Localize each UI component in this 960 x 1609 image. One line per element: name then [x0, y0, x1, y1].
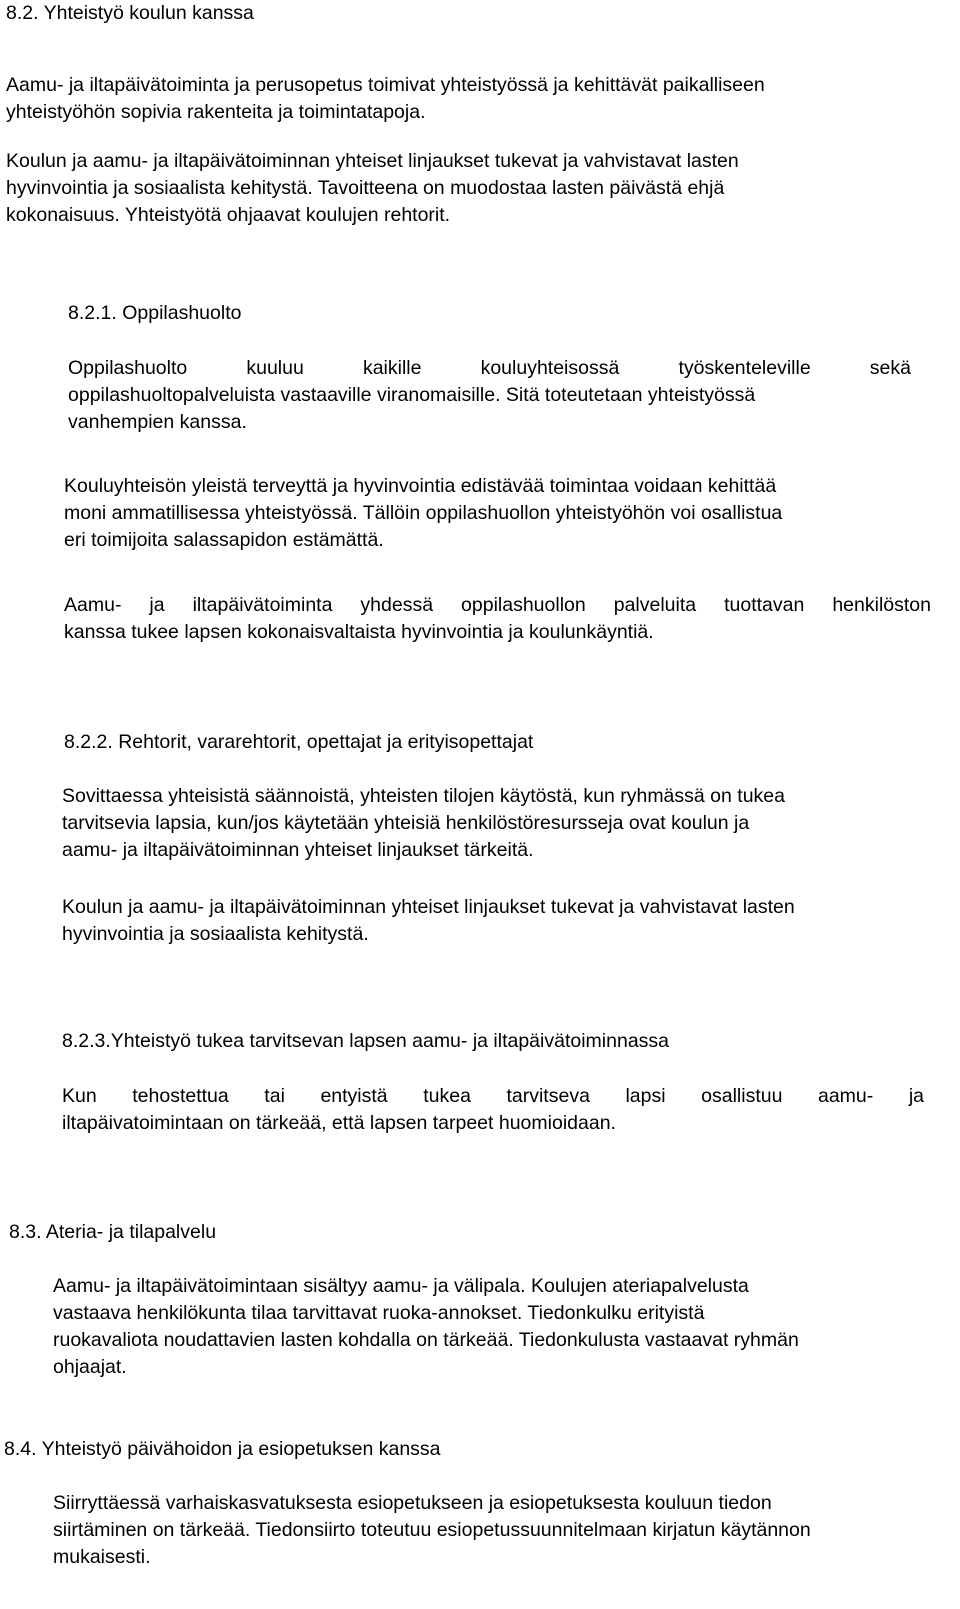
text-line: mukaisesti. — [53, 1546, 151, 1568]
text-line: hyvinvointia ja sosiaalista kehitystä. — [62, 923, 369, 945]
section-8-4-paragraph-1 — [53, 1490, 811, 1571]
text-line: Kouluyhteisön yleistä terveyttä ja hyvinvointia edistävää toimintaa voidaan kehittää — [64, 475, 777, 497]
section-8-3-paragraph-1 — [53, 1273, 799, 1381]
section-8-2-1-paragraph-2 — [64, 473, 782, 554]
text-line: ruokavaliota noudattavien lasten kohdalla on tärkeää. Tiedonkulusta vastaavat ryhmän — [53, 1329, 799, 1351]
section-8-2-paragraph-1 — [6, 72, 765, 126]
text-line: tarvitsevia lapsia, kun/jos käytetään yhteisiä henkilöstöresursseja ovat koulun ja — [62, 812, 750, 834]
section-8-2-3-heading: 8.2.3.Yhteistyö tukea tarvitsevan lapsen aamu- ja iltapäivätoiminnassa — [62, 1030, 670, 1052]
text-line: Koulun ja aamu- ja iltapäivätoiminnan yhteiset linjaukset tukevat ja vahvistavat lasten — [62, 896, 795, 918]
text-line: Siirryttäessä varhaiskasvatuksesta esiopetukseen ja esiopetuksesta kouluun tiedon — [53, 1492, 772, 1514]
text-line: eri toimijoita salassapidon estämättä. — [64, 529, 384, 551]
section-8-2-2-paragraph-2 — [62, 894, 795, 948]
text-line: Aamu- ja iltapäivätoiminta yhdessä oppilashuollon palveluita tuottavan henkilöston — [64, 594, 931, 616]
section-8-2-1-paragraph-1 — [68, 355, 911, 436]
section-8-4-heading: 8.4. Yhteistyö päivähoidon ja esiopetuksen kanssa — [4, 1438, 441, 1460]
text-line: vastaava henkilökunta tilaa tarvittavat ruoka-annokset. Tiedonkulku erityistä — [53, 1302, 705, 1324]
section-8-2-1-paragraph-3 — [64, 592, 931, 646]
text-line: kanssa tukee lapsen kokonaisvaltaista hyvinvointia ja koulunkäyntiä. — [64, 621, 654, 643]
text-line: ohjaajat. — [53, 1356, 127, 1378]
text-line: Sovittaessa yhteisistä säännoistä, yhteisten tilojen käytöstä, kun ryhmässä on tukea — [62, 785, 785, 807]
section-8-2-paragraph-2 — [6, 148, 739, 229]
section-8-2-3-paragraph-1 — [62, 1083, 924, 1137]
text-line: hyvinvointia ja sosiaalista kehitystä. Tavoitteena on muodostaa lasten päivästä ehjä — [6, 177, 725, 199]
text-line: Koulun ja aamu- ja iltapäivätoiminnan yhteiset linjaukset tukevat ja vahvistavat lasten — [6, 150, 739, 172]
text-line: siirtäminen on tärkeää. Tiedonsiirto toteutuu esiopetussuunnitelmaan kirjatun käytännon — [53, 1519, 811, 1541]
text-line: Aamu- ja iltapäivätoimintaan sisältyy aamu- ja välipala. Koulujen ateriapalvelusta — [53, 1275, 749, 1297]
text-line: moni ammatillisessa yhteistyössä. Tällöin oppilashuollon yhteistyöhön voi osallistua — [64, 502, 783, 524]
section-8-2-2-paragraph-1 — [62, 783, 785, 864]
text-line: kokonaisuus. Yhteistyötä ohjaavat koulujen rehtorit. — [6, 204, 451, 226]
section-8-3-heading: 8.3. Ateria- ja tilapalvelu — [9, 1221, 217, 1243]
text-line: oppilashuoltopalveluista vastaaville viranomaisille. Sitä toteutetaan yhteistyössä — [68, 384, 756, 406]
section-8-2-heading: 8.2. Yhteistyö koulun kanssa — [6, 2, 254, 24]
text-line: iltapäivatoimintaan on tärkeää, että lapsen tarpeet huomioidaan. — [62, 1112, 616, 1134]
text-line: aamu- ja iltapäivätoiminnan yhteiset linjaukset tärkeitä. — [62, 839, 534, 861]
text-line: Kun tehostettua tai entyistä tukea tarvitseva lapsi osallistuu aamu- ja — [62, 1085, 924, 1107]
text-line: Aamu- ja iltapäivätoiminta ja perusopetus toimivat yhteistyössä ja kehittävät paikalliseen — [6, 74, 765, 96]
text-line: Oppilashuolto kuuluu kaikille kouluyhteisossä työskenteleville sekä — [68, 357, 911, 379]
section-8-2-1-heading: 8.2.1. Oppilashuolto — [68, 302, 242, 324]
text-line: yhteistyöhön sopivia rakenteita ja toimintatapoja. — [6, 101, 426, 123]
text-line: vanhempien kanssa. — [68, 411, 247, 433]
section-8-2-2-heading: 8.2.2. Rehtorit, vararehtorit, opettajat ja erityisopettajat — [64, 731, 534, 753]
